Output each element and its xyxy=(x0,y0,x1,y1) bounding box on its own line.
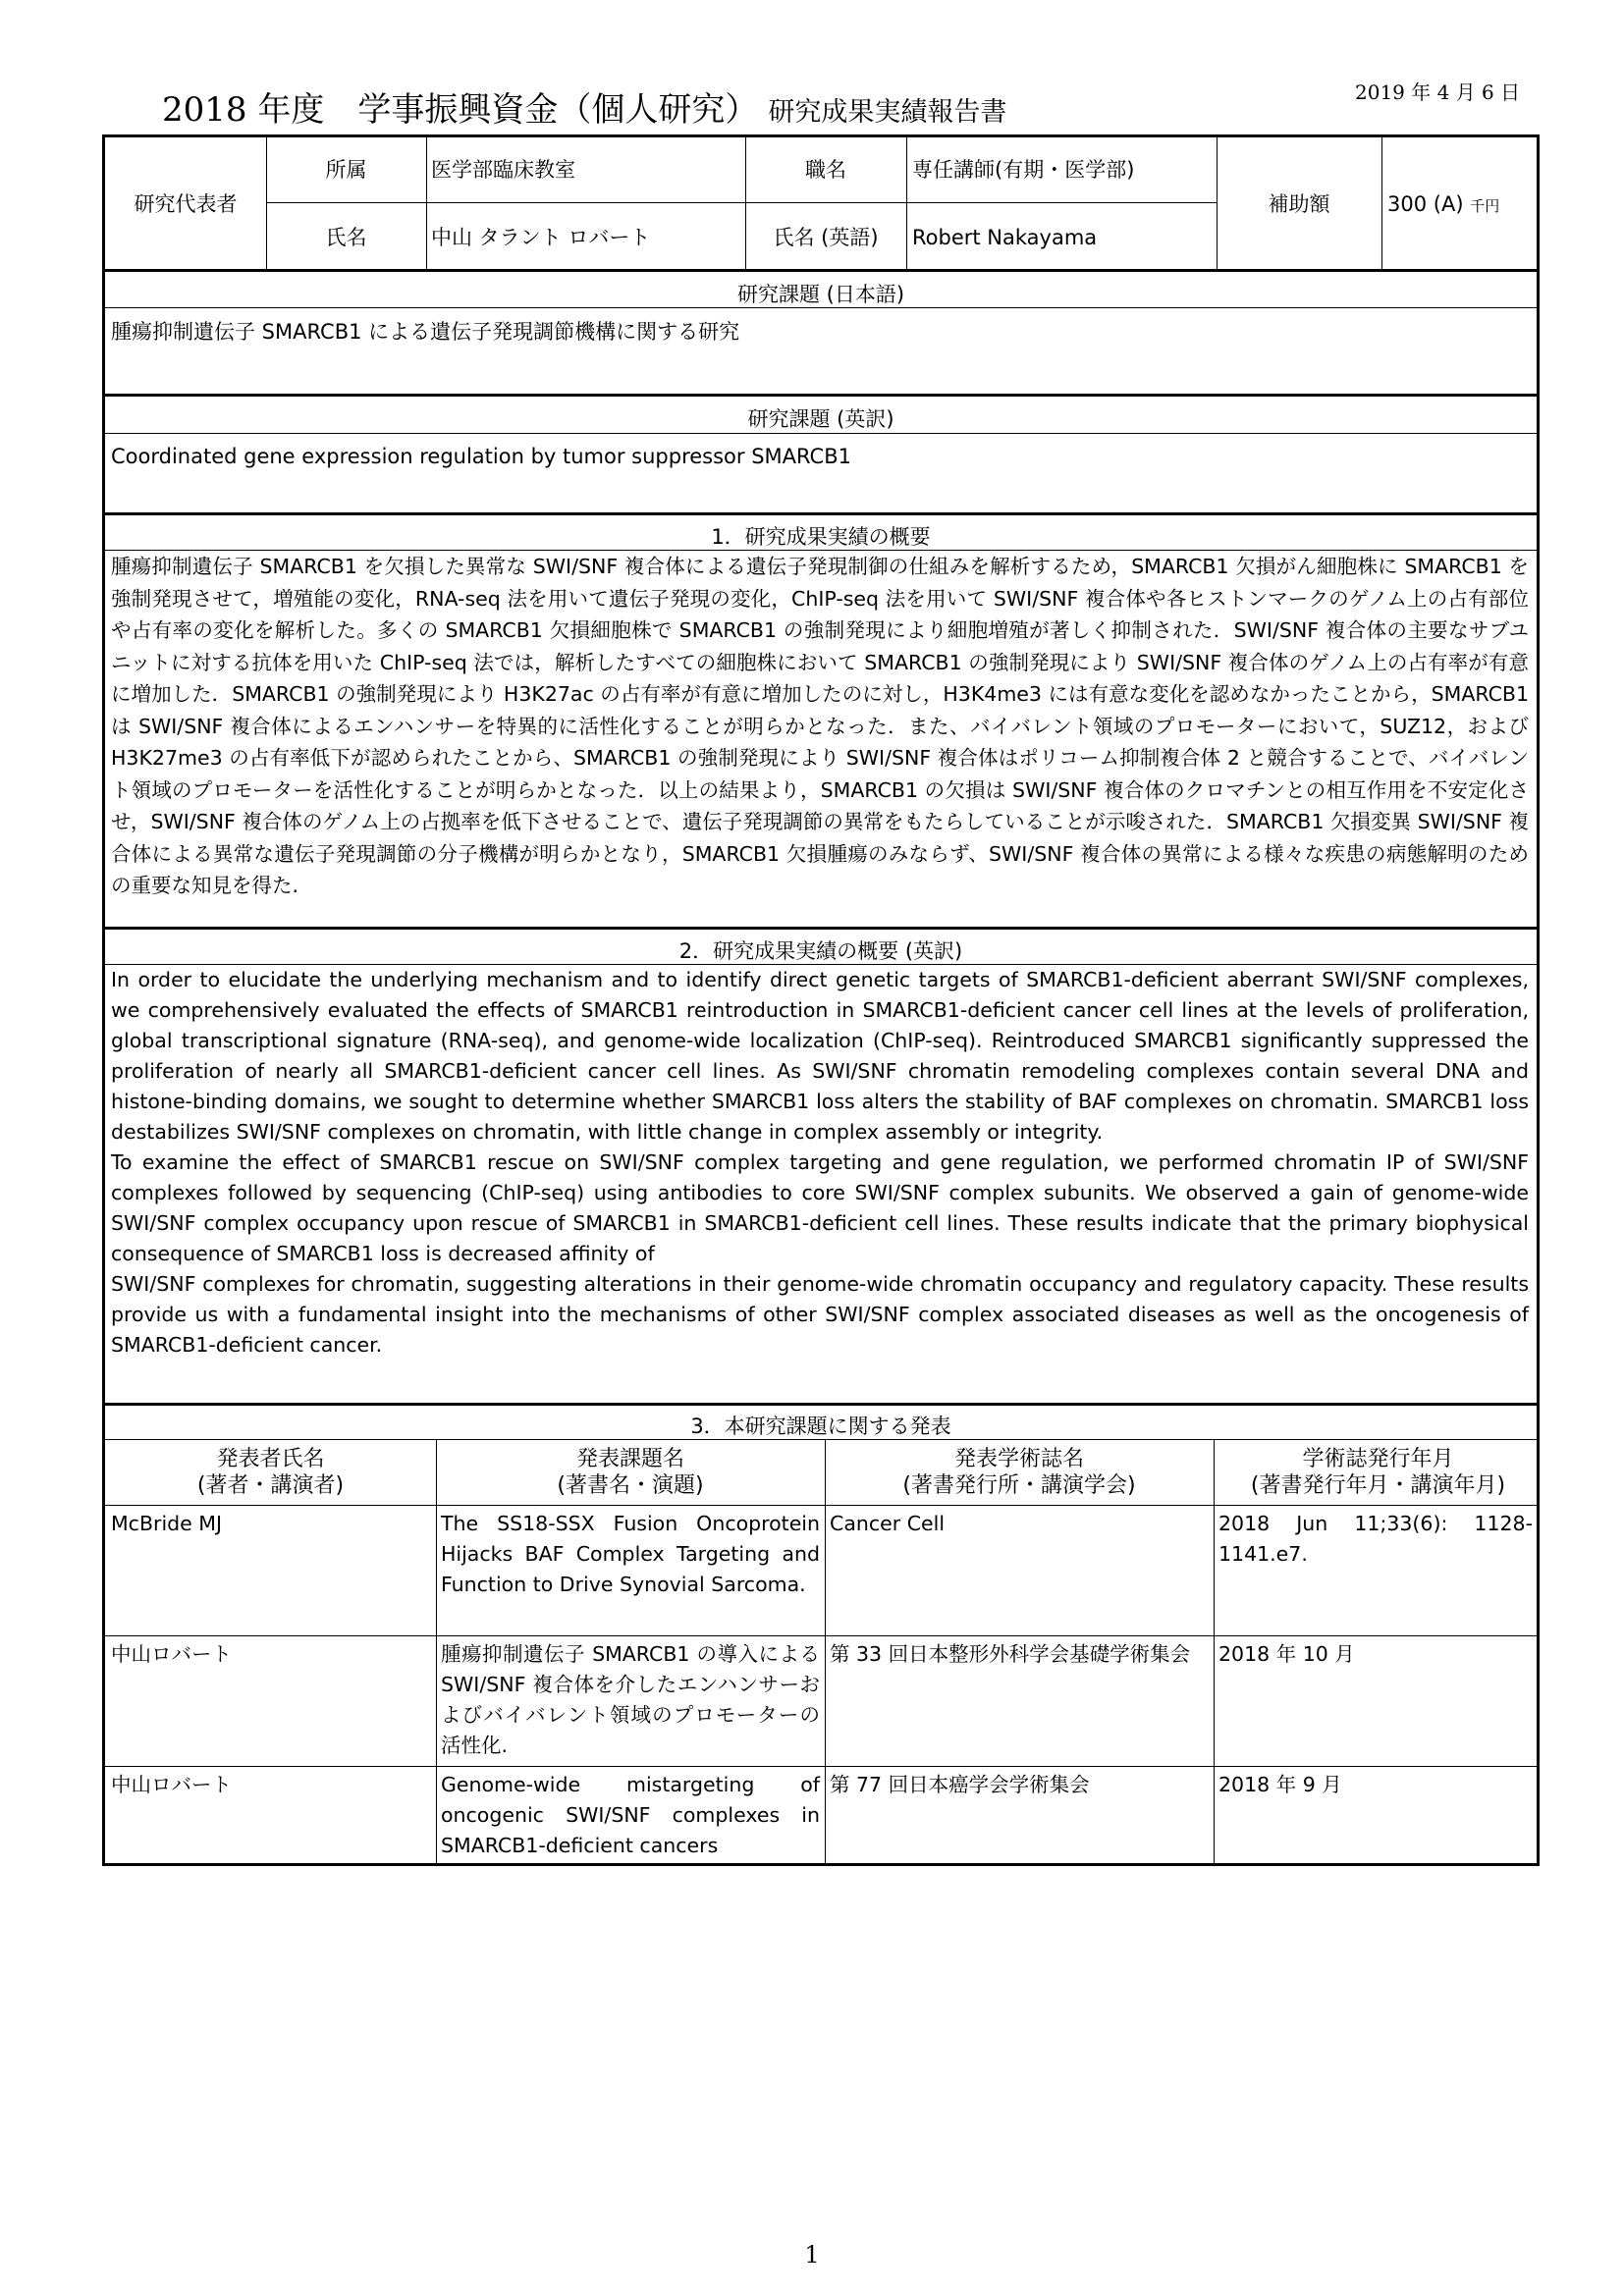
table-row-2-author: 中山ロバート xyxy=(111,1642,232,1666)
summary-en-p1: In order to elucidate the underlying mechanism and to identify direct genetic targets of SMARCB1-deficient aberrant SWI/SNF complexes, we comprehensively evaluated the effects of SMARCB1 reintroduction in SMARCB1-deficient cancer cell lines at the levels of proliferation, global transcriptional signature (RNA-seq), and genome-wide localization (ChIP-seq). Reintroduced SMARCB1 significantly suppressed the proliferation of nearly all SMARCB1-deficient cancer cell lines. As SWI/SNF chromatin remodeling complexes contain several DNA and histone-binding domains, we sought to determine whether SMARCB1 loss alters the stability of BAF complexes on chromatin. SMARCB1 loss destabilizes SWI/SNF complexes on chromatin, with little change in complex assembly or integrity. xyxy=(111,968,1529,1144)
table-row-1-date: 2018 Jun 11;33(6): 1128-1141.e7. xyxy=(1218,1512,1533,1566)
table-row-2-title: 腫瘍抑制遺伝子 SMARCB1 の導入による SWI/SNF 複合体を介したエンハンサーおよびバイバレント領域のプロモーターの活性化. xyxy=(441,1642,820,1757)
name-label: 氏名 xyxy=(325,226,367,249)
name-en-value: Robert Nakayama xyxy=(912,226,1098,249)
col-header-author: 発表者氏名 (著者・講演者) xyxy=(196,1447,345,1498)
title-sub: 研究成果実績報告書 xyxy=(768,97,1007,128)
table-row-2-date: 2018 年 10 月 xyxy=(1218,1642,1355,1666)
table-row-1-author: McBride MJ xyxy=(111,1512,223,1535)
grant-amount: 300 (A) xyxy=(1387,192,1464,216)
col-header-title: 発表課題名 (著書名・演題) xyxy=(557,1447,704,1498)
table-row-1-title: The SS18-SSX Fusion Oncoprotein Hijacks BAF Complex Targeting and Function to Drive Synovial Sarcoma. xyxy=(441,1512,820,1596)
summary-en-heading: 2．研究成果実績の概要 (英訳) xyxy=(678,939,963,963)
report-form xyxy=(102,134,1540,1866)
publications-heading: 3．本研究課題に関する発表 xyxy=(690,1415,951,1438)
grant-unit: 千円 xyxy=(1470,197,1500,215)
summary-ja-heading: 1．研究成果実績の概要 xyxy=(711,525,931,549)
topic-ja-text: 腫瘍抑制遺伝子 SMARCB1 による遺伝子発現調節機構に関する研究 xyxy=(111,320,740,344)
summary-en-p2: To examine the effect of SMARCB1 rescue on SWI/SNF complex targeting and gene regulation, we performed chromatin IP of SWI/SNF complexes followed by sequencing (ChIP-seq) using antibodies to core SWI/SNF complex subunits. We observed a gain of genome-wide SWI/SNF complex occupancy upon rescue of SMARCB1 in SMARCB1-deficient cell lines. These results indicate that the primary biophysical consequence of SMARCB1 loss is decreased affinity of xyxy=(111,1150,1529,1265)
table-row-2-venue: 第 33 回日本整形外科学会基礎学術集会 xyxy=(830,1642,1191,1666)
col-header-venue: 発表学術誌名 (著書発行所・講演学会) xyxy=(902,1447,1136,1498)
table-row-3-venue: 第 77 回日本癌学会学術集会 xyxy=(830,1773,1090,1796)
topic-en-heading: 研究課題 (英訳) xyxy=(747,407,894,431)
col-header-date: 学術誌発行年月 (著書発行年月・講演年月) xyxy=(1250,1447,1506,1498)
table-row-3-author: 中山ロバート xyxy=(111,1773,232,1796)
summary-ja-text xyxy=(111,551,1529,902)
summary-ja-paragraph: 腫瘍抑制遺伝子 SMARCB1 を欠損した異常な SWI/SNF 複合体による遺伝子発現制御の仕組みを解析するため，SMARCB1 欠損がん細胞株に SMARCB1 を強制発現させて，増殖能の変化，RNA-seq 法を用いて遺伝子発現の変化，ChIP-seq 法を用いて SWI/SNF 複合体や各ヒストンマークのゲノム上の占有部位や占有率の変化を解析した。多くの SMARCB1 欠損細胞株で SMARCB1 の強制発現により細胞増殖が著しく抑制された．SWI/SNF 複合体の主要なサブユニットに対する抗体を用いた ChIP-seq 法では，解析したすべての細胞株において SMARCB1 の強制発現により SWI/SNF 複合体のゲノム上の占有率が有意に増加した．SMARCB1 の強制発現により H3K27ac の占有率が有意に増加したのに対し，H3K4me3 には有意な変化を認めなかったことから，SMARCB1 は SWI/SNF 複合体によるエンハンサーを特異的に活性化することが明らかとなった．また、バイバレント領域のプロモーターにおいて，SUZ12，および H3K27me3 の占有率低下が認められたことから、SMARCB1 の強制発現により SWI/SNF 複合体はポリコーム抑制複合体 2 と競合することで、バイバレント領域のプロモーターを活性化することが明らかとなった．以上の結果より，SMARCB1 の欠損は SWI/SNF 複合体のクロマチンとの相互作用を不安定化させ，SWI/SNF 複合体のゲノム上の占拠率を低下させることで、遺伝子発現調節の異常をもたらしていることが示唆された．SMARCB1 欠損変異 SWI/SNF 複合体による異常な遺伝子発現調節の分子機構が明らかとなり，SMARCB1 欠損腫瘍のみならず、SWI/SNF 複合体の異常による様々な疾患の病態解明のための重要な知見を得た. xyxy=(111,555,1529,897)
summary-en-p3: SWI/SNF complexes for chromatin, suggesting alterations in their genome-wide chromatin occupancy and regulatory capacity. These results provide us with a fundamental insight into the mechanisms of other SWI/SNF complex associated diseases as well as the oncogenesis of SMARCB1-deficient cancer. xyxy=(111,1272,1529,1357)
position-value: 専任講師(有期・医学部) xyxy=(912,158,1135,182)
page-number: 1 xyxy=(804,2241,820,2269)
position-label: 職名 xyxy=(805,158,846,182)
title-main: 2018 年度 学事振興資金（個人研究） xyxy=(162,90,759,130)
report-date: 2019 年 4 月 6 日 xyxy=(1355,80,1521,104)
topic-ja-heading: 研究課題 (日本語) xyxy=(736,283,905,306)
affiliation-label: 所属 xyxy=(325,158,367,182)
affiliation-value: 医学部臨床教室 xyxy=(431,158,575,182)
table-row-1-venue: Cancer Cell xyxy=(830,1512,946,1535)
page-title xyxy=(162,82,1006,131)
grant-label: 補助額 xyxy=(1268,192,1330,216)
grant-value xyxy=(1387,191,1499,219)
table-row-3-title: Genome-wide mistargeting of oncogenic SWI/SNF complexes in SMARCB1-deficient cancers xyxy=(441,1773,820,1857)
table-row-3-date: 2018 年 9 月 xyxy=(1218,1773,1342,1796)
name-en-label: 氏名 (英語) xyxy=(773,226,879,249)
name-value: 中山 タラント ロバート xyxy=(431,226,651,249)
topic-en-text: Coordinated gene expression regulation by tumor suppressor SMARCB1 xyxy=(111,445,851,468)
summary-en-text xyxy=(111,965,1529,1361)
representative-label: 研究代表者 xyxy=(134,192,238,216)
